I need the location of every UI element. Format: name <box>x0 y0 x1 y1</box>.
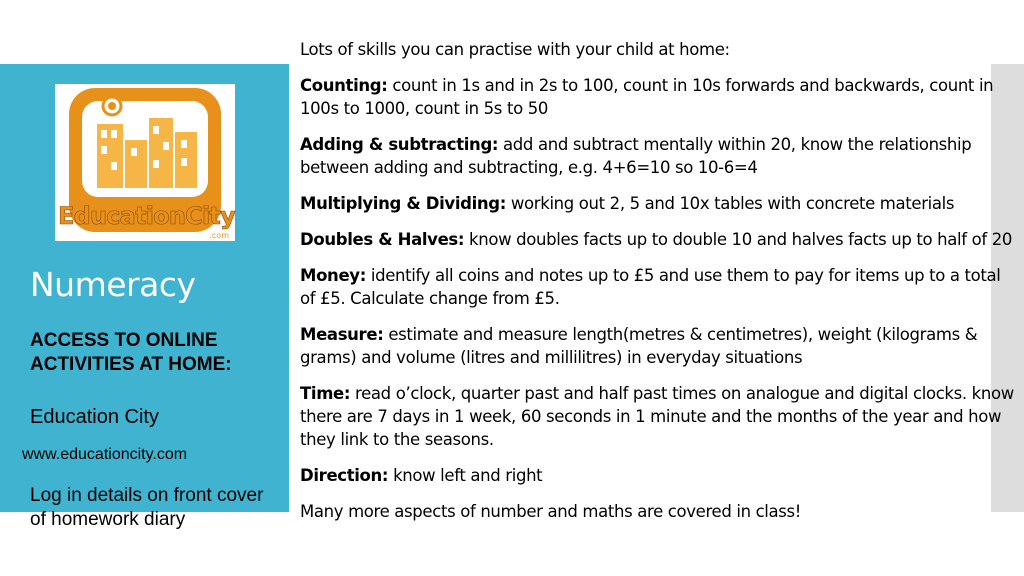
skill-item <box>300 464 1015 487</box>
skill-text: add and subtract mentally within 20, know the relationship between adding and subtracting, e.g. 4+6=10 so 10-6=4 <box>300 135 972 177</box>
education-city-label: Education City <box>30 406 159 428</box>
skills-list <box>300 38 1015 536</box>
intro-text: Lots of skills you can practise with your child at home: <box>300 40 730 59</box>
skill-label: Counting: <box>300 76 388 95</box>
skill-item <box>300 264 1015 310</box>
skill-label: Measure: <box>300 325 384 344</box>
skill-item <box>300 323 1015 369</box>
skill-text: estimate and measure length(metres & centimetres), weight (kilograms & grams) and volume (litres and millilitres) in everyday situations <box>300 325 978 367</box>
page-title: Numeracy <box>30 265 196 304</box>
closing-text: Many more aspects of number and maths are covered in class! <box>300 502 802 521</box>
skill-item <box>300 74 1015 120</box>
skill-item <box>300 192 1015 215</box>
access-heading: ACCESS TO ONLINE ACTIVITIES AT HOME: <box>30 330 232 375</box>
skill-text: know doubles facts up to double 10 and halves facts up to half of 20 <box>464 230 1013 249</box>
education-city-logo <box>55 84 235 241</box>
skill-item <box>300 228 1015 251</box>
skill-label: Adding & subtracting: <box>300 135 499 154</box>
skill-label: Multiplying & Dividing: <box>300 194 507 213</box>
skill-text: identify all coins and notes up to £5 and use them to pay for items up to a total of £5. Calculate change from £5. <box>300 266 1001 308</box>
logo-wordmark: EducationCity <box>58 202 235 230</box>
logo-suffix: .com <box>209 231 229 240</box>
skill-item <box>300 133 1015 179</box>
skill-text: count in 1s and in 2s to 100, count in 10s forwards and backwards, count in 100s to 1000, count in 5s to 50 <box>300 76 994 118</box>
skill-text: know left and right <box>388 466 543 485</box>
skill-text: read o’clock, quarter past and half past times on analogue and digital clocks. know there are 7 days in 1 week, 60 seconds in 1 minute and the months of the year and how they link to the seasons. <box>300 384 1014 449</box>
education-city-link[interactable]: www.educationcity.com <box>22 446 188 463</box>
skill-text: working out 2, 5 and 10x tables with concrete materials <box>506 194 955 213</box>
skill-label: Time: <box>300 384 351 403</box>
skill-label: Doubles & Halves: <box>300 230 465 249</box>
skill-label: Direction: <box>300 466 389 485</box>
skill-item <box>300 382 1015 451</box>
skill-label: Money: <box>300 266 366 285</box>
login-note: Log in details on front cover of homework diary <box>30 485 264 530</box>
